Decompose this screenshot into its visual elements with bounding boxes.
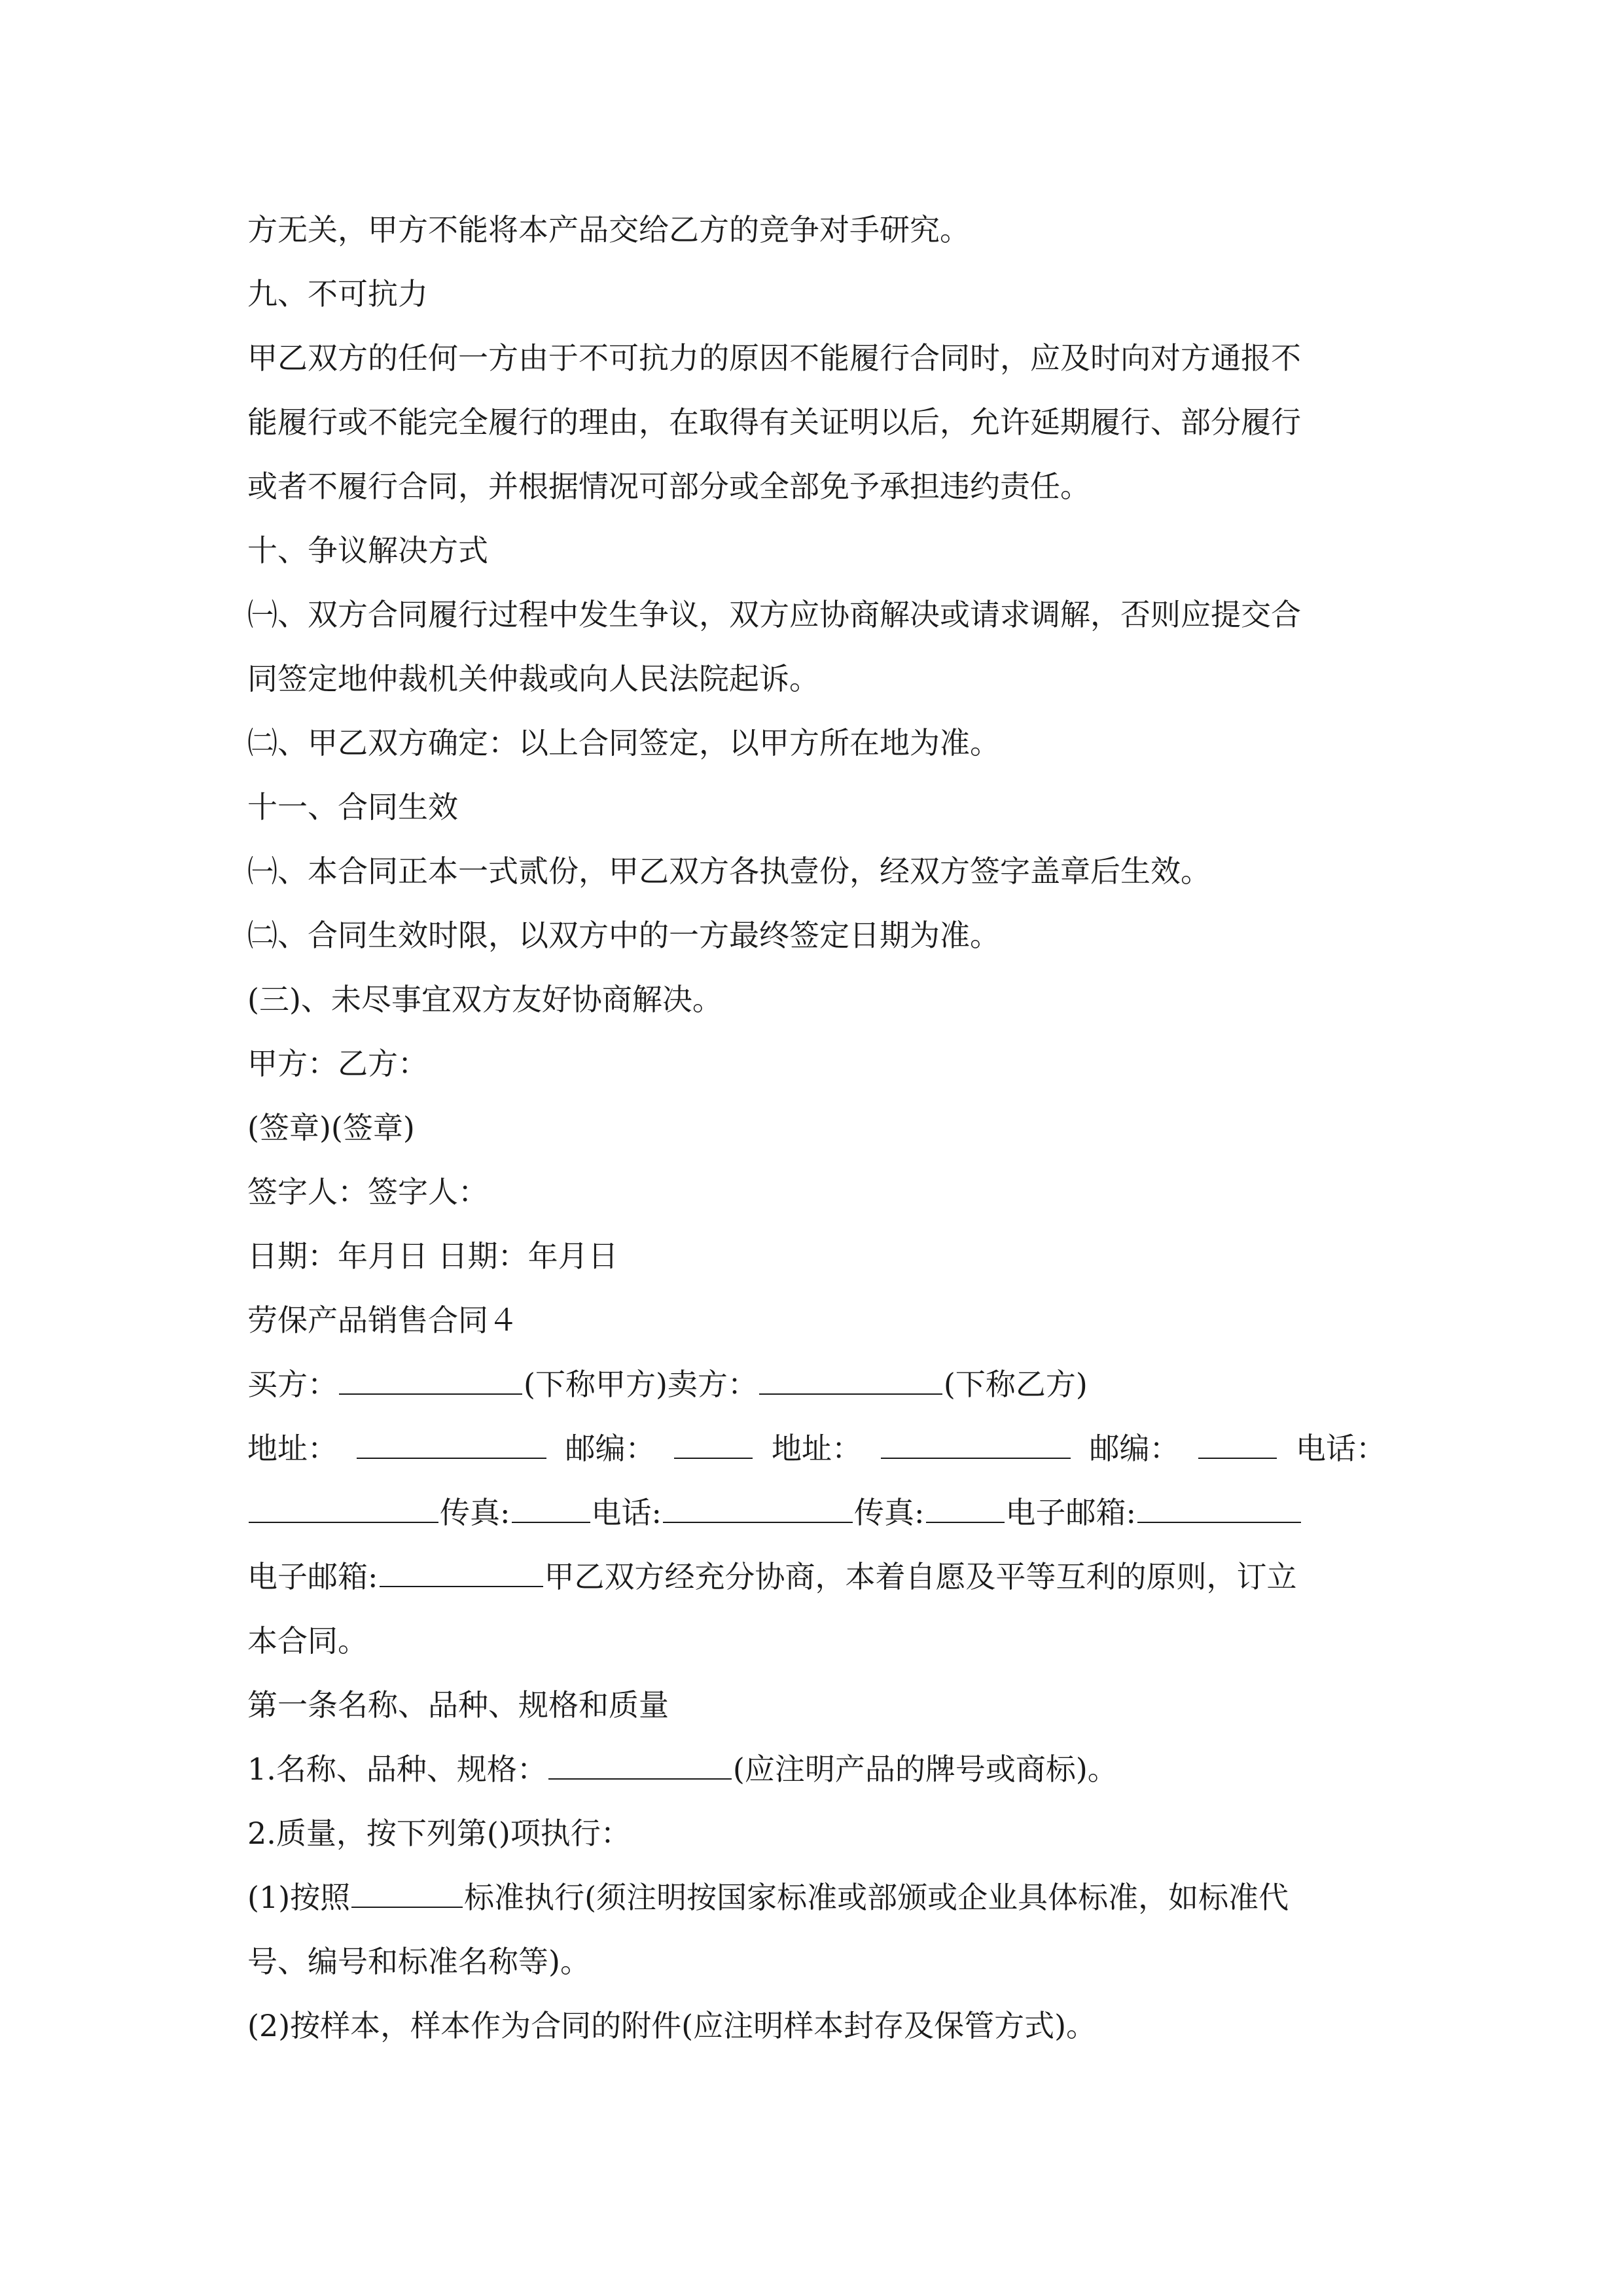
text-line: 本合同。 (247, 1623, 368, 1659)
text-line: 方无关，甲方不能将本产品交给乙方的竞争对手研究。 (247, 212, 970, 247)
text-line: 甲乙双方的任何一方由于不可抗力的原因不能履行合同时，应及时向对方通报不 (247, 340, 1301, 376)
seller-blank (759, 1355, 942, 1395)
email-blank-2 (380, 1548, 543, 1587)
email-line (247, 1545, 1386, 1609)
fax-line (247, 1480, 1386, 1545)
section-heading-force-majeure: 九、不可抗力 (247, 276, 428, 312)
item-2-line: 2.质量，按下列第()项执行： (247, 1816, 631, 1851)
phone-blank-1 (249, 1484, 438, 1523)
agreement-text: 甲乙双方经充分协商，本着自愿及平等互利的原则，订立 (544, 1559, 1297, 1594)
item-2-1-line (247, 1865, 1386, 1929)
phone-label-2: 电话: (591, 1495, 662, 1530)
email-blank-1 (1137, 1484, 1301, 1523)
item-1-suffix: (应注明产品的牌号或商标)。 (732, 1751, 1118, 1787)
address-label-1: 地址： (247, 1431, 338, 1466)
text-line: ㈠、双方合同履行过程中发生争议，双方应协商解决或请求调解，否则应提交合 (247, 597, 1301, 632)
item-2-1-blank (351, 1869, 463, 1908)
text-line: (2)按样本，样本作为合同的附件(应注明样本封存及保管方式)。 (247, 2008, 1097, 2043)
fax-label-2: 传真: (854, 1495, 925, 1530)
zip-label-1: 邮编： (565, 1431, 656, 1466)
buyer-blank (339, 1355, 522, 1395)
phone-label-1: 电话： (1296, 1431, 1386, 1466)
item-1-line (247, 1737, 1386, 1801)
item-2-1-suffix: 标准执行(须注明按国家标准或部颁或企业具体标准，如标准代 (464, 1880, 1289, 1915)
fax-blank-2 (926, 1484, 1005, 1523)
address-label-2: 地址： (772, 1431, 862, 1466)
item-1-label: 1.名称、品种、规格： (247, 1751, 547, 1787)
email-label-1: 电子邮箱: (1005, 1495, 1136, 1530)
article-heading-1: 第一条名称、品种、规格和质量 (247, 1687, 669, 1723)
fax-blank-1 (512, 1484, 590, 1523)
text-line: 或者不履行合同，并根据情况可部分或全部免予承担违约责任。 (247, 469, 1090, 504)
email-label-2: 电子邮箱: (247, 1559, 378, 1594)
zip-blank-1 (674, 1420, 753, 1459)
party-line: 甲方：乙方： (247, 1046, 428, 1081)
address-line (247, 1416, 1386, 1480)
zip-label-2: 邮编： (1089, 1431, 1180, 1466)
fax-label-1: 传真: (440, 1495, 510, 1530)
buyer-suffix: (下称甲方)卖方： (524, 1367, 758, 1402)
section-heading-dispute: 十、争议解决方式 (247, 533, 488, 568)
item-2-1-label: (1)按照 (247, 1880, 351, 1915)
phone-blank-2 (663, 1484, 853, 1523)
text-line: ㈡、合同生效时限，以双方中的一方最终签定日期为准。 (247, 918, 1000, 953)
zip-blank-2 (1198, 1420, 1277, 1459)
document-body (247, 198, 1386, 2058)
address-blank-1 (357, 1420, 546, 1459)
contract-title: 劳保产品销售合同４ (247, 1302, 518, 1338)
text-line: ㈡、甲乙双方确定：以上合同签定，以甲方所在地为准。 (247, 725, 1000, 761)
text-line: (三)、未尽事宜双方友好协商解决。 (247, 982, 722, 1017)
seller-suffix: (下称乙方) (943, 1367, 1088, 1402)
signatory-line: 签字人：签字人： (247, 1174, 488, 1210)
buyer-label: 买方： (247, 1367, 338, 1402)
address-blank-2 (881, 1420, 1071, 1459)
section-heading-effectiveness: 十一、合同生效 (247, 789, 458, 825)
text-line: 能履行或不能完全履行的理由，在取得有关证明以后，允许延期履行、部分履行 (247, 404, 1301, 440)
text-line: 号、编号和标准名称等)。 (247, 1944, 590, 1979)
seal-line: (签章)(签章) (247, 1110, 415, 1145)
item-1-blank (548, 1740, 732, 1780)
text-line: 同签定地仲裁机关仲裁或向人民法院起诉。 (247, 661, 819, 696)
buyer-seller-line (247, 1352, 1386, 1416)
date-line: 日期：年月日 日期：年月日 (247, 1238, 618, 1274)
text-line: ㈠、本合同正本一式贰份，甲乙双方各执壹份，经双方签字盖章后生效。 (247, 853, 1211, 889)
